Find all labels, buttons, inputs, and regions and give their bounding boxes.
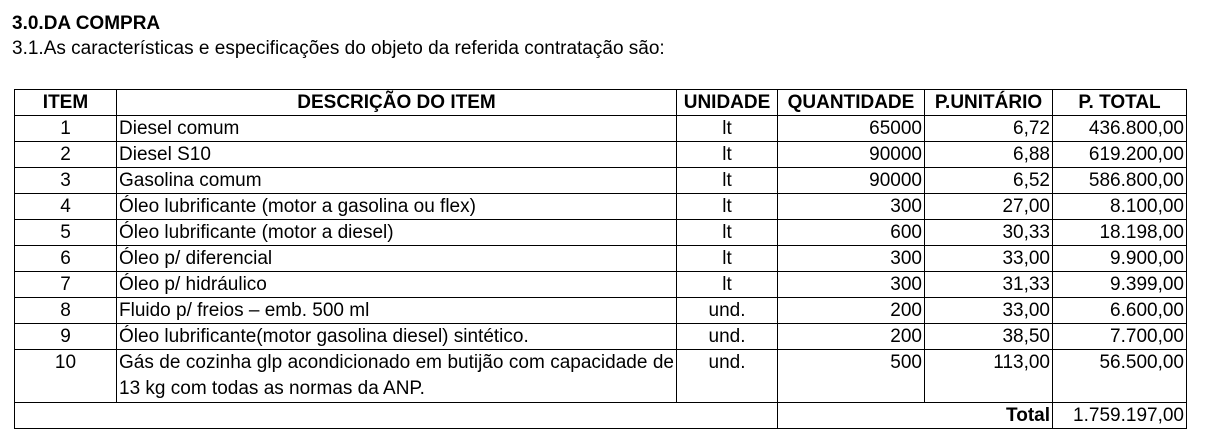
table-row [15, 142, 1187, 168]
cell-total-price: 586.800,00 [1053, 168, 1187, 194]
cell-item: 7 [15, 272, 117, 298]
cell-unit-price: 6,88 [925, 142, 1053, 168]
cell-unit-price: 27,00 [925, 194, 1053, 220]
section-title: 3.0.DA COMPRA [12, 13, 161, 34]
cell-description: Óleo p/ diferencial [117, 246, 677, 272]
cell-description: Óleo p/ hidráulico [117, 272, 677, 298]
cell-quantity: 65000 [778, 116, 925, 142]
cell-item: 2 [15, 142, 117, 168]
header-item: ITEM [15, 90, 117, 116]
cell-total-price: 7.700,00 [1053, 324, 1187, 350]
cell-description: Óleo lubrificante (motor a diesel) [117, 220, 677, 246]
header-unit: UNIDADE [677, 90, 778, 116]
cell-total-price: 8.100,00 [1053, 194, 1187, 220]
total-row [15, 403, 1187, 429]
table-row [15, 220, 1187, 246]
cell-item: 4 [15, 194, 117, 220]
cell-item: 5 [15, 220, 117, 246]
table-row [15, 350, 1187, 403]
cell-unit-price: 38,50 [925, 324, 1053, 350]
cell-unit-price: 6,72 [925, 116, 1053, 142]
cell-total-price: 18.198,00 [1053, 220, 1187, 246]
cell-total-price: 56.500,00 [1053, 350, 1187, 403]
cell-item: 1 [15, 116, 117, 142]
cell-unit: lt [677, 194, 778, 220]
cell-quantity: 300 [778, 246, 925, 272]
purchase-table [14, 89, 1187, 429]
cell-unit: lt [677, 246, 778, 272]
cell-quantity: 90000 [778, 168, 925, 194]
total-spacer [15, 403, 778, 429]
cell-quantity: 300 [778, 194, 925, 220]
cell-item: 6 [15, 246, 117, 272]
header-unit-price: P.UNITÁRIO [925, 90, 1053, 116]
cell-quantity: 200 [778, 324, 925, 350]
table-row [15, 298, 1187, 324]
cell-unit: lt [677, 116, 778, 142]
cell-unit: lt [677, 272, 778, 298]
table-row [15, 324, 1187, 350]
cell-unit: lt [677, 168, 778, 194]
cell-item: 3 [15, 168, 117, 194]
cell-unit-price: 113,00 [925, 350, 1053, 403]
header-quantity: QUANTIDADE [778, 90, 925, 116]
cell-total-price: 9.900,00 [1053, 246, 1187, 272]
cell-unit: lt [677, 142, 778, 168]
table-row [15, 246, 1187, 272]
cell-total-price: 436.800,00 [1053, 116, 1187, 142]
cell-description: Diesel S10 [117, 142, 677, 168]
cell-item: 8 [15, 298, 117, 324]
table-row [15, 168, 1187, 194]
cell-description: Óleo lubrificante (motor a gasolina ou flex) [117, 194, 677, 220]
cell-unit: und. [677, 350, 778, 403]
cell-item: 10 [15, 350, 117, 403]
header-description: DESCRIÇÃO DO ITEM [117, 90, 677, 116]
cell-unit-price: 31,33 [925, 272, 1053, 298]
table-row [15, 272, 1187, 298]
cell-total-price: 6.600,00 [1053, 298, 1187, 324]
cell-unit: lt [677, 220, 778, 246]
header-total-price: P. TOTAL [1053, 90, 1187, 116]
table-row [15, 194, 1187, 220]
cell-unit-price: 33,00 [925, 246, 1053, 272]
cell-description: Gás de cozinha glp acondicionado em butijão com capacidade de 13 kg com todas as normas da ANP. [117, 350, 677, 403]
cell-description: Óleo lubrificante(motor gasolina diesel) sintético. [117, 324, 677, 350]
cell-quantity: 300 [778, 272, 925, 298]
cell-total-price: 9.399,00 [1053, 272, 1187, 298]
total-value: 1.759.197,00 [1053, 403, 1187, 429]
cell-quantity: 90000 [778, 142, 925, 168]
cell-unit-price: 33,00 [925, 298, 1053, 324]
table-header-row [15, 90, 1187, 116]
cell-unit: und. [677, 324, 778, 350]
cell-description: Gasolina comum [117, 168, 677, 194]
table-row [15, 116, 1187, 142]
total-label: Total [778, 403, 1053, 429]
cell-unit-price: 30,33 [925, 220, 1053, 246]
cell-quantity: 600 [778, 220, 925, 246]
cell-description: Diesel comum [117, 116, 677, 142]
cell-total-price: 619.200,00 [1053, 142, 1187, 168]
cell-quantity: 200 [778, 298, 925, 324]
cell-unit-price: 6,52 [925, 168, 1053, 194]
cell-unit: und. [677, 298, 778, 324]
cell-description: Fluido p/ freios – emb. 500 ml [117, 298, 677, 324]
cell-quantity: 500 [778, 350, 925, 403]
section-subtitle: 3.1.As características e especificações do objeto da referida contratação são: [12, 38, 665, 59]
cell-item: 9 [15, 324, 117, 350]
